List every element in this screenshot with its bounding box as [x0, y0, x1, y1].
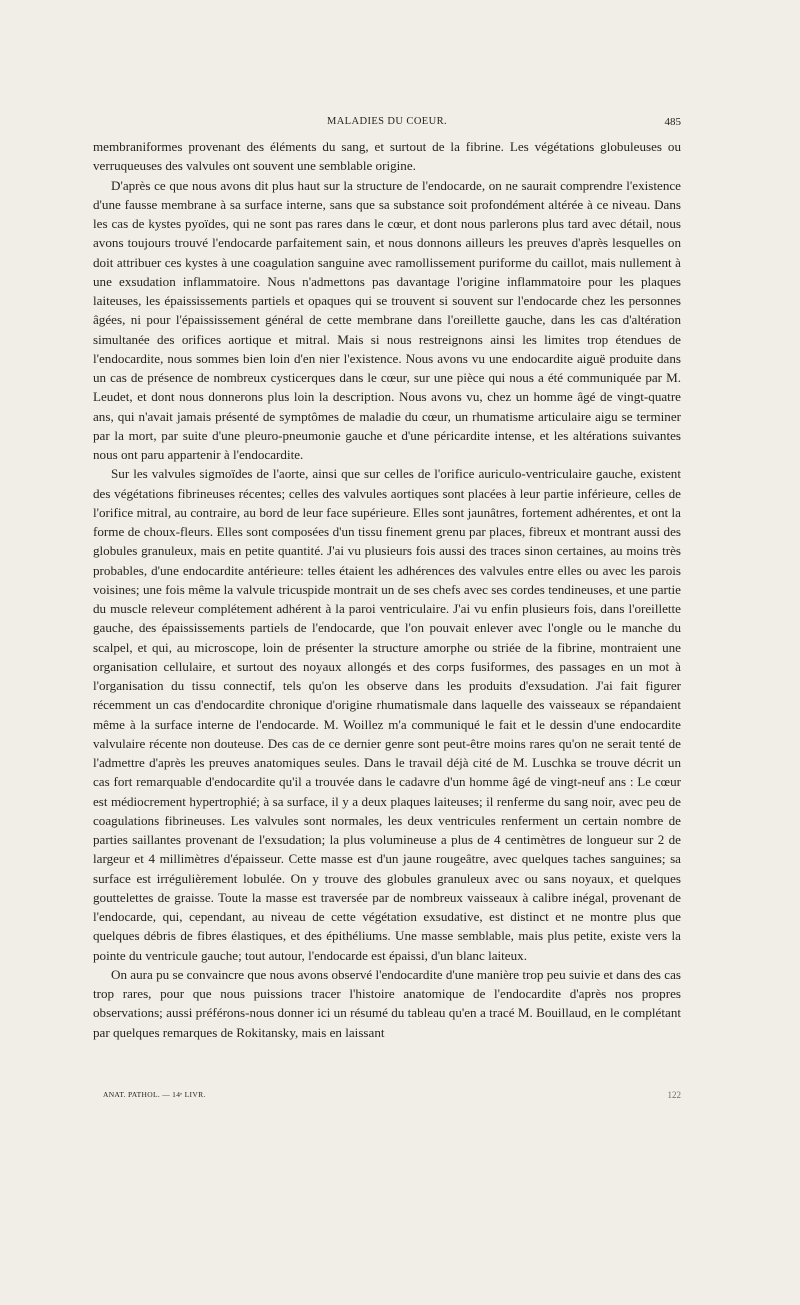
paragraph-continuation: membraniformes provenant des éléments du sang, et surtout de la fibrine. Les végétations globuleuses ou verruqueuses des valvules ont souvent une semblable origine. — [93, 139, 681, 174]
paragraph-conclusion: On aura pu se convaincre que nous avons observé l'endocardite d'une manière trop peu suivie et dans des cas trop rares, pour que nous puissions tracer l'histoire anatomique de l'endocardite d'après nos propres observations; aussi préférons-nous donner ici un résumé du tableau qu'en a tracé M. Bouillaud, en le complétant par quelques remarques de Rokitansky, mais en laissant — [93, 966, 681, 1040]
page-header — [93, 116, 681, 132]
paragraph-valvules-sigmoides: Sur les valvules sigmoïdes de l'aorte, ainsi que sur celles de l'orifice auriculo-ventriculaire gauche, existent des végétations fibrineuses récentes; celles des valvules aortiques sont placées à leur partie inférieure, celles de l'orifice mitral, au contraire, au bord de leur face supérieure. Elles sont jaunâtres, fortement adhérentes, et ont la forme de choux-fleurs. Elles sont composées d'un tissu finement grenu par places, fibreux et montrant aussi des globules granuleux, mais en petite quantité. J'ai vu plusieurs fois aussi des traces sinon certaines, au moins très probables, d'une endocardite antérieure: telles étaient les adhérences des valvules entre elles ou avec les parois voisines; une fois même la valvule tricuspide montrait un de ses chefs avec ses cordes tendineuses, et une partie du muscle releveur complétement adhérent à la paroi ventriculaire. J'ai vu enfin plusieurs fois, dans l'oreillette gauche, des épaississements partiels de l'endocarde, que l'on pouvait enlever avec l'ongle ou le manche du scalpel, et qui, au microscope, loin de présenter la structure amorphe ou striée de la fibrine, montraient une organisation cellulaire, et surtout des noyaux allongés et des corps fusiformes, des passages en un mot à l'organisation du tissu connectif, tels qu'on les observe dans les produits d'exsudation. J'ai fait figurer récemment un cas d'endocardite chronique d'origine rhumatismale dans laquelle des vaisseaux se répandaient même à la surface interne de l'endocarde. M. Woillez m'a communiqué le fait et le dessin d'une endocardite valvulaire récente non douteuse. Des cas de ce dernier genre sont peut-être moins rares qu'on ne serait tenté de l'admettre d'après les preuves anatomiques seules. Dans le travail déjà cité de M. Luschka se trouve décrit un cas fort remarquable d'endocardite qu'il a trouvée dans le cadavre d'un homme âgé de vingt-neuf ans : Le cœur est médiocrement hypertrophié; à sa surface, il y a deux plaques laiteuses; il renferme du sang noir, avec peu de coagulations fibrineuses. Les valvules sont normales, les deux ventricules renferment un certain nombre de parties saillantes provenant de l'exsudation; la plus volumineuse a plus de 4 centimètres de longueur sur 2 de largeur et 4 millimètres d'épaisseur. Cette masse est d'un jaune rougeâtre, avec quelques taches sanguines; sa surface est irrégulièrement lobulée. On y trouve des globules granuleux avec ou sans noyaux, et quelques gouttelettes de graisse. Toute la masse est traversée par de nombreux vaisseaux à calibre inégal, provenant de l'endocarde, qui, cependant, au niveau de cette végétation exsudative, est distinct et ne montre plus que quelques débris de fibres élastiques, et des épithéliums. Une masse semblable, mais plus petite, existe vers la pointe du ventricule gauche; tout autour, l'endocarde est épaissi, d'un blanc laiteux. — [93, 466, 681, 963]
signature-mark: 122 — [667, 1090, 681, 1100]
body-text — [93, 137, 681, 1042]
running-title: MALADIES DU COEUR. — [326, 116, 448, 127]
page-number: 485 — [664, 116, 681, 128]
paragraph-endocarde-structure: D'après ce que nous avons dit plus haut sur la structure de l'endocarde, on ne saurait comprendre l'existence d'une fausse membrane à sa surface interne, sans que sa substance soit profondément altérée à ce niveau. Dans les cas de kystes pyoïdes, qui ne sont pas rares dans le cœur, et dont nous parlerons plus tard avec détail, nous avons toujours trouvé l'endocarde parfaitement sain, et nous donnons ailleurs les preuves d'après lesquelles on doit attribuer ces kystes à une coagulation sanguine avec ramollissement puriforme du caillot, mais nullement à une exsudation inflammatoire. Nous n'admettons pas davantage l'origine inflammatoire pour les plaques laiteuses, les épaississements partiels et opaques qui se trouvent si souvent sur l'endocarde chez les personnes âgées, ni pour l'épaississement général de cette membrane dans l'oreillette gauche, dans les cas d'altération simultanée des orifices aortique et mitral. Mais si nous restreignons ainsi les limites trop étendues de l'endocardite, nous sommes bien loin d'en nier l'existence. Nous avons vu une endocardite aiguë produite dans un cas de présence de nombreux cysticerques dans le cœur, sur une pièce qui nous a été communiquée par M. Leudet, et dont nous donnerons plus loin la description. Nous avons vu, chez un homme âgé de vingt-quatre ans, qui n'avait jamais présenté de symptômes de maladie du cœur, un rhumatisme articulaire aigu se terminer par la mort, par suite d'une pleuro-pneumonie gauche et d'une péricardite intense, et les altérations suivantes nous ont paru appartenir à l'endocardite. — [93, 177, 681, 462]
page-footer — [103, 1090, 681, 1104]
printer-signature: ANAT. PATHOL. — 14ᵉ LIVR. — [103, 1090, 206, 1099]
